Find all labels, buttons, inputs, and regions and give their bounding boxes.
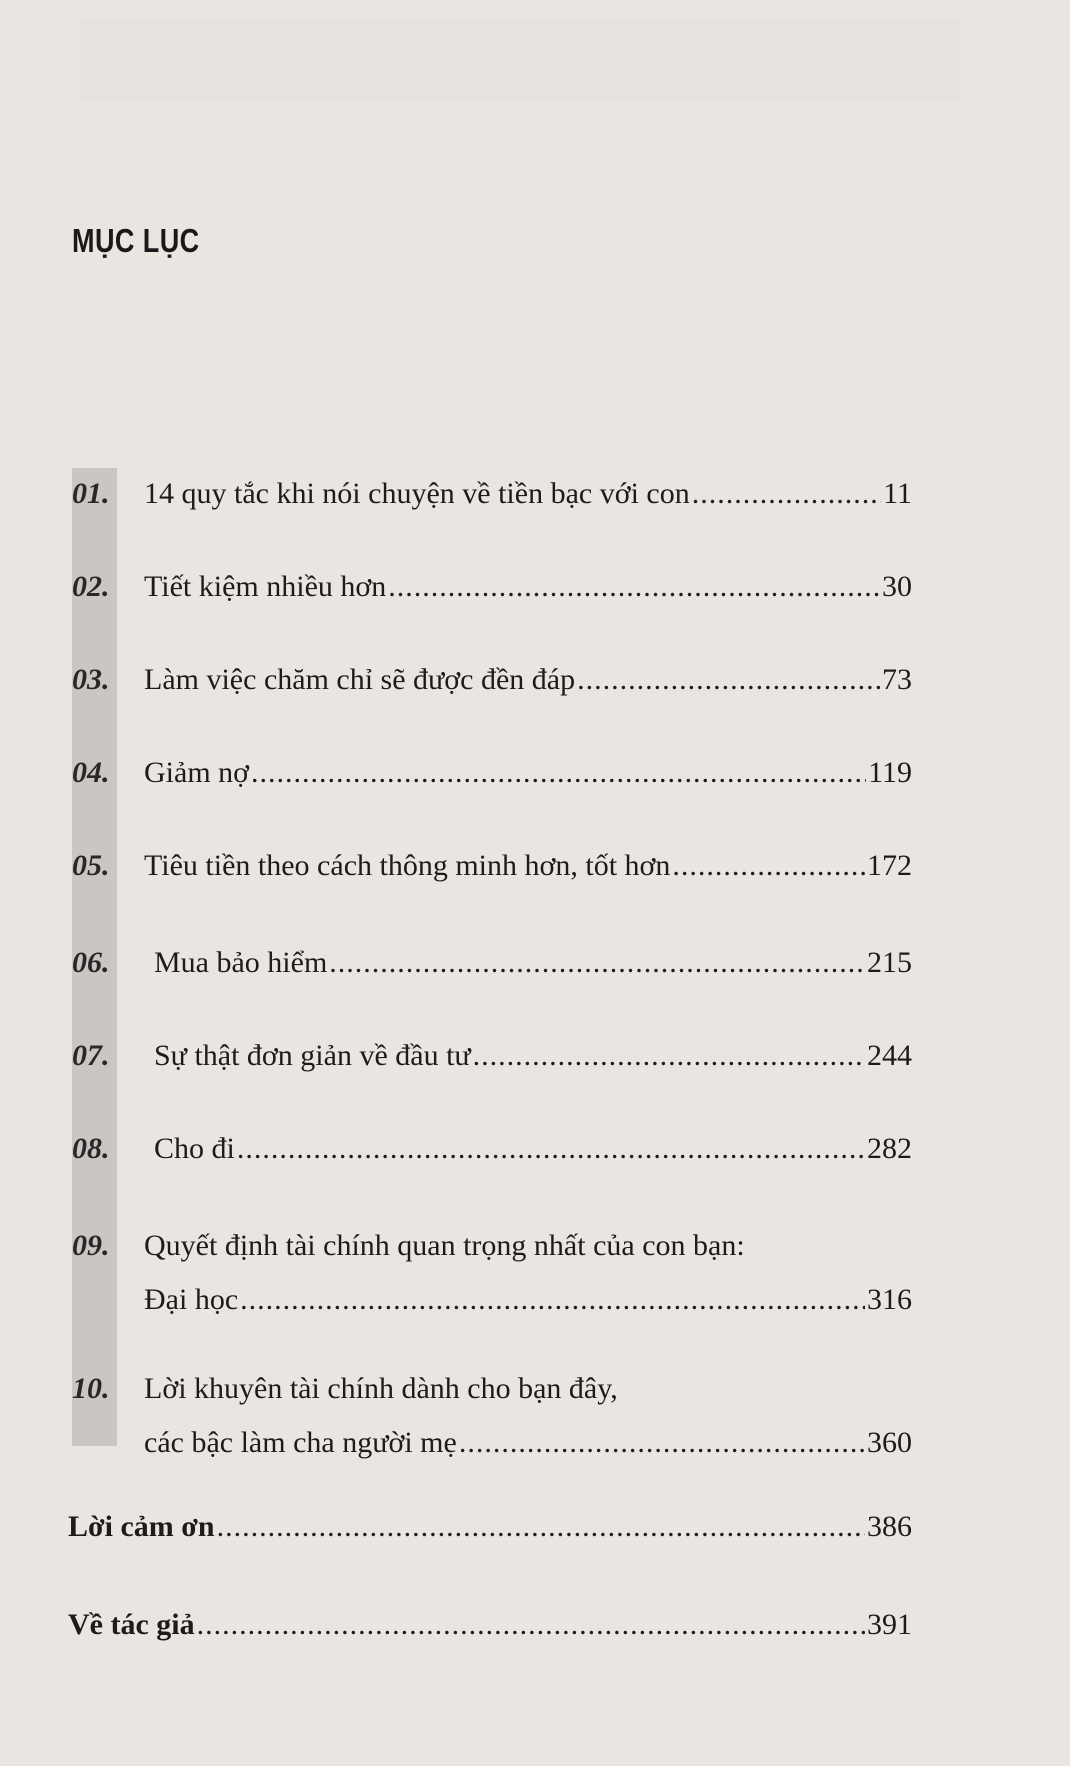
chapter-title: Mua bảo hiểm	[154, 946, 328, 979]
chapter-number: 09.	[72, 1229, 110, 1262]
toc-entry-10	[72, 1365, 912, 1467]
toc-entry-08	[72, 1125, 912, 1173]
chapter-number: 08.	[72, 1132, 110, 1165]
toc-entry-05	[72, 842, 912, 890]
dot-leader	[672, 842, 865, 890]
chapter-number: 06.	[72, 946, 110, 979]
chapter-number: 03.	[72, 663, 110, 696]
dot-leader	[577, 656, 880, 704]
dot-leader	[240, 1276, 865, 1324]
chapter-title: Tiết kiệm nhiều hơn	[144, 570, 387, 603]
dot-leader	[237, 1125, 865, 1173]
dot-leader	[473, 1032, 865, 1080]
chapter-number: 01.	[72, 477, 110, 510]
chapter-number: 05.	[72, 849, 110, 882]
dot-leader	[388, 563, 880, 611]
dot-leader	[459, 1419, 865, 1467]
toc-entry-04	[72, 749, 912, 797]
dot-leader	[329, 939, 865, 987]
back-matter-title: Về tác giả	[68, 1608, 195, 1641]
toc-entry-07	[72, 1032, 912, 1080]
chapter-title: 14 quy tắc khi nói chuyện về tiền bạc với con	[144, 477, 690, 510]
page-number: 215	[867, 946, 912, 979]
toc-entry-03	[72, 656, 912, 704]
chapter-number: 04.	[72, 756, 110, 789]
chapter-title-line2: các bậc làm cha người mẹ	[144, 1426, 457, 1459]
dot-leader	[217, 1510, 865, 1544]
toc-acknowledgements	[68, 1510, 912, 1558]
chapter-title: Tiêu tiền theo cách thông minh hơn, tốt hơn	[144, 849, 671, 882]
page-number: 11	[883, 477, 912, 510]
bleed-through-band	[80, 20, 960, 100]
dot-leader	[197, 1608, 865, 1642]
chapter-title: Sự thật đơn giản về đầu tư	[154, 1039, 471, 1072]
page-number: 386	[867, 1510, 912, 1543]
chapter-title-line2: Đại học	[144, 1283, 239, 1316]
back-matter-title: Lời cảm ơn	[68, 1510, 215, 1543]
chapter-title: Cho đi	[154, 1132, 235, 1165]
page-number: 30	[882, 570, 912, 603]
chapter-title: Giảm nợ	[144, 756, 250, 789]
dot-leader	[251, 749, 866, 797]
toc-entry-02	[72, 563, 912, 611]
page-number: 316	[867, 1283, 912, 1316]
chapter-title-line1: Quyết định tài chính quan trọng nhất của con bạn:	[144, 1229, 745, 1262]
chapter-title: Làm việc chăm chỉ sẽ được đền đáp	[144, 663, 576, 696]
chapter-title-line1: Lời khuyên tài chính dành cho bạn đây,	[144, 1372, 618, 1405]
page-number: 119	[868, 756, 912, 789]
page-number: 73	[882, 663, 912, 696]
toc-entry-06	[72, 939, 912, 987]
chapter-number: 07.	[72, 1039, 110, 1072]
toc-entry-01	[72, 470, 912, 518]
page-number: 391	[867, 1608, 912, 1641]
page-number: 360	[867, 1426, 912, 1459]
page-title: MỤC LỤC	[72, 222, 200, 259]
dot-leader	[692, 470, 881, 518]
toc-entry-09	[72, 1222, 912, 1324]
page-number: 282	[867, 1132, 912, 1165]
page-number: 244	[867, 1039, 912, 1072]
page-number: 172	[867, 849, 912, 882]
chapter-number: 02.	[72, 570, 110, 603]
toc-about-author	[68, 1608, 912, 1656]
chapter-number: 10.	[72, 1372, 110, 1405]
